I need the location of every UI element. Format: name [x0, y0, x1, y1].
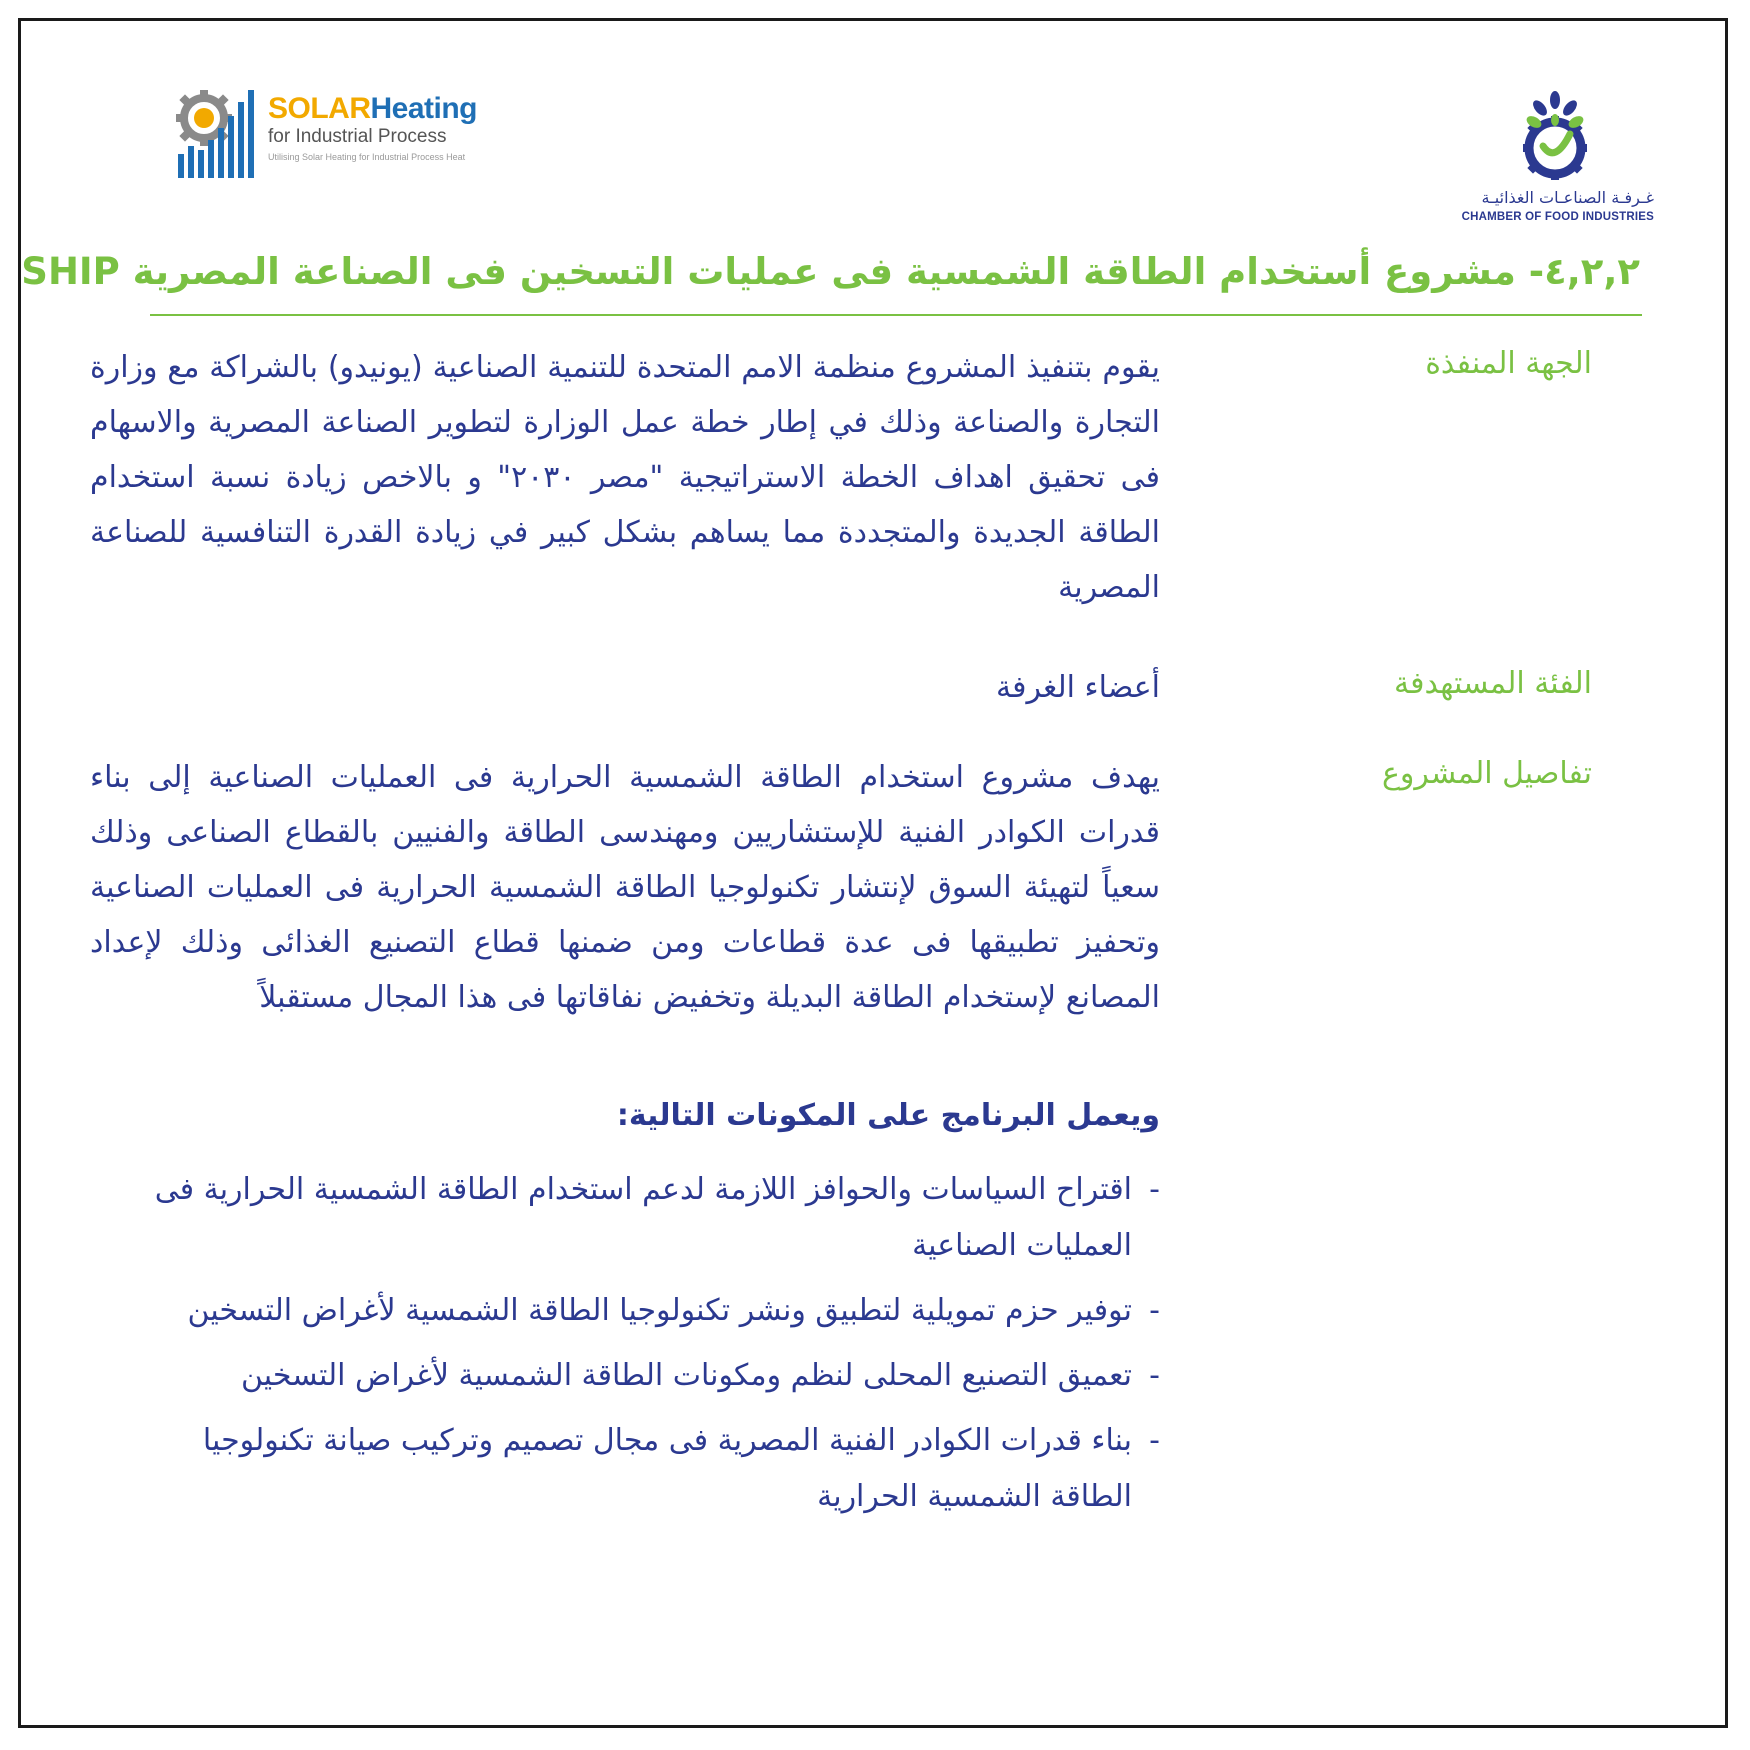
chamber-logo — [1410, 90, 1662, 240]
ship-logo-subtitle: for Industrial Process — [268, 126, 447, 147]
chamber-emblem-icon — [1510, 90, 1600, 186]
components-heading: ويعمل البرنامج على المكونات التالية: — [616, 1098, 1160, 1133]
section-title: ٤,٢,٢- مشروع أستخدام الطاقة الشمسية فى عمليات التسخين فى الصناعة المصرية SHIP — [21, 250, 1640, 293]
ship-logo-tagline: Utilising Solar Heating for Industrial Process Heat — [268, 152, 466, 162]
ship-logo — [170, 88, 510, 188]
title-underline — [150, 314, 1642, 316]
bullet-dash: - — [1149, 1172, 1160, 1207]
bullet-dash: - — [1149, 1293, 1160, 1328]
list-item — [150, 1283, 1160, 1339]
chamber-name-english: CHAMBER OF FOOD INDUSTRIES — [1461, 211, 1654, 223]
ship-logo-word-heating: Heating — [370, 92, 478, 125]
list-item — [150, 1162, 1160, 1274]
chamber-name-arabic: غـرفـة الصناعـات الغذائيـة — [1481, 188, 1654, 207]
details-label: تفاصيل المشروع — [1382, 756, 1592, 791]
components-list — [150, 1162, 1160, 1534]
list-item — [150, 1348, 1160, 1404]
list-item-text: تعميق التصنيع المحلى لنظم ومكونات الطاقة الشمسية لأغراض التسخين — [240, 1358, 1132, 1393]
ship-gear-icon — [170, 88, 266, 180]
bullet-dash: - — [1149, 1423, 1160, 1458]
target-text: أعضاء الغرفة — [996, 670, 1160, 705]
list-item-text: اقتراح السياسات والحوافز اللازمة لدعم استخدام الطاقة الشمسية الحرارية فى العمليات الصناعية — [154, 1172, 1132, 1263]
list-item-text: بناء قدرات الكوادر الفنية المصرية فى مجال تصميم وتركيب صيانة تكنولوجيا الطاقة الشمسية الحرارية — [202, 1423, 1132, 1514]
ship-logo-word-solar: SOLAR — [268, 92, 371, 125]
list-item — [150, 1413, 1160, 1525]
implementer-text: يقوم بتنفيذ المشروع منظمة الامم المتحدة للتنمية الصناعية (يونيدو) بالشراكة مع وزارة التجارة والصناعة وذلك في إطار خطة عمل الوزارة لتطوير الصناعة المصرية والاسهام فى تحقيق اهداف الخطة الاستراتيجية "مصر ٢٠٣٠" و بالاخص زيادة نسبة استخدام الطاقة الجديدة والمتجددة مما يساهم بشكل كبير في زيادة القدرة التنافسية للصناعة المصرية — [90, 350, 1160, 605]
bullet-dash: - — [1149, 1358, 1160, 1393]
list-item-text: توفير حزم تمويلية لتطبيق ونشر تكنولوجيا الطاقة الشمسية لأغراض التسخين — [187, 1293, 1132, 1328]
ship-logo-title — [268, 92, 477, 126]
target-label: الفئة المستهدفة — [1394, 666, 1592, 701]
details-text: يهدف مشروع استخدام الطاقة الشمسية الحرارية فى العمليات الصناعية إلى بناء قدرات الكوادر الفنية للإستشاريين ومهندسى الطاقة والفنيين بالقطاع الصناعى وذلك سعياً لتهيئة السوق لإنتشار تكنولوجيا الطاقة الشمسية الحرارية فى العمليات الصناعية وتحفيز تطبيقها فى عدة قطاعات ومن ضمنها قطاع التصنيع الغذائى وذلك لإعداد المصانع لإستخدام الطاقة البديلة وتخفيض نفاقاتها فى هذا المجال مستقبلاً — [90, 760, 1160, 1015]
implementer-label: الجهة المنفذة — [1425, 346, 1592, 381]
